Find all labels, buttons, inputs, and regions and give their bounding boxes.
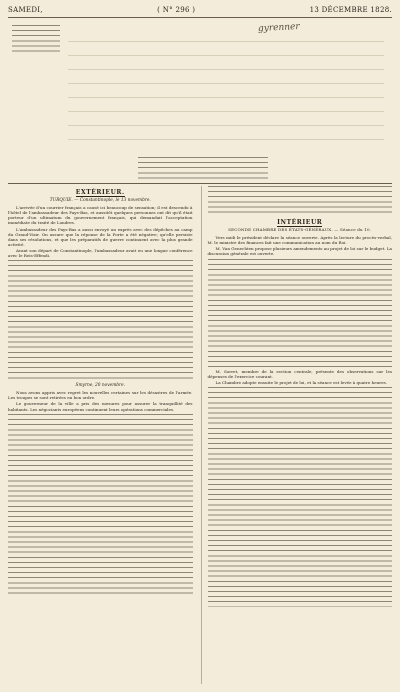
- dateline-constantinople: TURQUIE. — Constantinople, le 13 novembre.: [49, 198, 151, 204]
- section-title-interieur: INTÉRIEUR: [277, 219, 323, 226]
- header-date: 13 DÉCEMBRE 1828.: [309, 6, 392, 14]
- article-body-text: [208, 259, 393, 369]
- article-paragraph: Vers midi le président déclare la séance ouverte. Après la lecture du procès-verbal, M. le ministre des finances fait une communication au nom du Roi.: [207, 235, 392, 246]
- ruled-lines: [68, 41, 384, 153]
- section-title-exterieur: EXTÉRIEUR.: [75, 189, 125, 196]
- article-paragraph: La Chambre adopte ensuite le projet de loi, et la séance est levée à quatre heures.: [215, 379, 388, 385]
- library-stamp: [12, 25, 60, 53]
- article-body-text: [208, 387, 393, 607]
- handwritten-note: gyrenner: [257, 21, 300, 35]
- header-rule: [8, 17, 392, 18]
- header-issue: ( N° 296 ): [157, 6, 196, 14]
- article-paragraph: Avant son départ de Constantinople, l'ambassadeur avait eu une longue conférence avec le Reis-Effendi.: [8, 247, 193, 259]
- session-subhead: SECONDE CHAMBRE DES ÉTATS-GÉNÉRAUX. — Séance du 10.: [228, 227, 372, 233]
- article-body-text: [8, 414, 193, 594]
- article-paragraph: M. Van Genechten propose plusieurs amendements au projet de loi sur le budget. La discussion générale est ouverte.: [207, 246, 392, 257]
- top-band: [8, 19, 392, 183]
- article-paragraph: L'ambassadeur des Pays-Bas a aussi envoyé un exprès avec des dépêches au camp du Grand-Vizir. On assure que la réponse de la Porte a été négative; qu'elle persiste dans ses résolutions, et que les préparatifs de guerre continuent avec la plus grande activité.: [8, 226, 193, 247]
- left-column: [8, 186, 193, 684]
- dateline-smyrne: Smyrne, 20 novembre.: [75, 383, 125, 389]
- article-paragraph: M. Sorret, membre de la section centrale, présente des observations sur les dépenses de l'exercice courant.: [207, 368, 392, 379]
- article-paragraph: Nous avons appris avec regret les nouvelles certaines sur les désastres de l'armée. Les troupes se sont retirées en bon ordre.: [8, 390, 193, 401]
- band-footnote: [138, 157, 268, 179]
- article-body-text: [208, 186, 393, 216]
- header-day: SAMEDI,: [8, 6, 43, 14]
- masthead: [8, 3, 392, 17]
- article-paragraph: L'arrivée d'un courrier français a causé ici beaucoup de sensation; il est descendu à l'hôtel de l'ambassadeur des Pays-Bas, et aussitôt quelques personnes ont dit qu'il était porteur d'un ultimatum du gouvernement français, qui demandait l'acceptation immédiate du traité de Londres.: [8, 205, 193, 226]
- section-rule: [8, 183, 392, 184]
- article-columns: [8, 186, 392, 684]
- article-paragraph: Le gouverneur de la ville a pris des mesures pour assurer la tranquillité des habitants. Les négociants européens continuent leurs opérations commerciales.: [8, 401, 193, 412]
- article-body-text: [8, 260, 193, 380]
- right-column: [201, 186, 393, 684]
